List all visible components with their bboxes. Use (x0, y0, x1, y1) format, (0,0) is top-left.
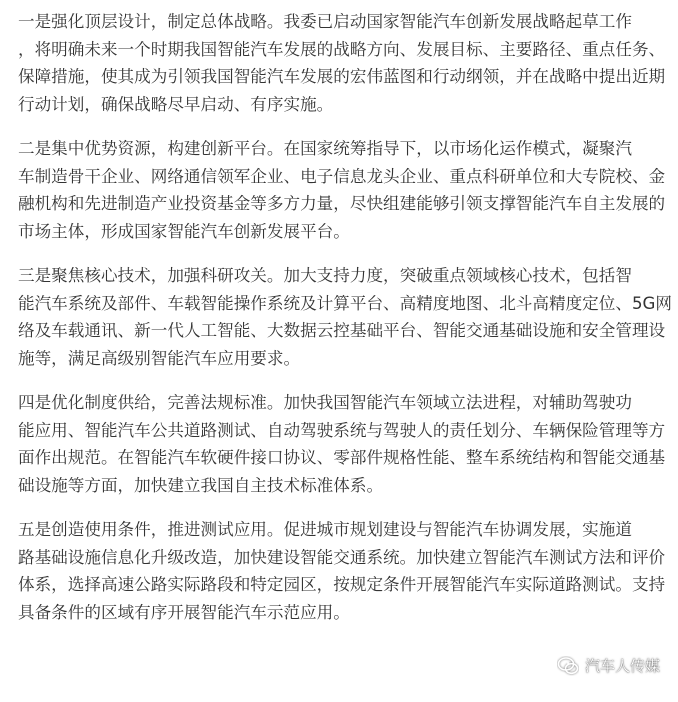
paragraph-line: 保障措施，使其成为引领我国智能汽车发展的宏伟蓝图和行动纲领，并在战略中提出近期 (18, 67, 666, 86)
watermark (557, 655, 660, 676)
paragraph-line: 行动计划，确保战略尽早启动、有序实施。 (18, 94, 334, 114)
wechat-official-account-icon (557, 656, 579, 676)
paragraph-line: 络及车载通讯、新一代人工智能、大数据云控基础平台、智能交通基础设施和安全管理设 (18, 321, 666, 340)
paragraph-top-level-design (18, 8, 666, 118)
watermark-text: 汽车人传媒 (584, 657, 660, 675)
paragraph-line: 能汽车系统及部件、车载智能操作系统及计算平台、高精度地图、北斗高精度定位、5G网 (18, 293, 672, 313)
paragraph-line: 面作出规范。在智能汽车软硬件接口协议、零部件规格性能、整车系统结构和智能交通基 (18, 448, 666, 467)
paragraph-line: 市场主体，形成国家智能汽车创新发展平台。 (18, 221, 350, 241)
paragraph-testing-application (18, 516, 666, 626)
paragraph-line: 融机构和先进制造产业投资基金等多方力量，尽快组建能够引领支撑智能汽车自主发展的 (18, 194, 666, 213)
paragraph-line: 二是集中优势资源，构建创新平台。在国家统筹指导下，以市场化运作模式，凝聚汽 (18, 139, 632, 158)
paragraph-line: 五是创造使用条件，推进测试应用。促进城市规划建设与智能汽车协调发展，实施道 (18, 520, 632, 539)
paragraph-line: 路基础设施信息化升级改造，加快建设智能交通系统。加快建立智能汽车测试方法和评价 (18, 547, 666, 567)
paragraph-line: 础设施等方面，加快建立我国自主技术标准体系。 (18, 475, 384, 495)
paragraph-core-technology (18, 262, 672, 372)
paragraph-line: 三是聚焦核心技术，加强科研攻关。加大支持力度，突破重点领域核心技术，包括智 (18, 266, 632, 285)
paragraph-line: 具备条件的区域有序开展智能汽车示范应用。 (18, 602, 350, 622)
paragraph-line: 四是优化制度供给，完善法规标准。加快我国智能汽车领域立法进程，对辅助驾驶功 (18, 393, 632, 412)
paragraph-innovation-platform (18, 135, 666, 245)
paragraph-line: 体系，选择高速公路实际路段和特定园区，按规定条件开展智能汽车实际道路测试。支持 (18, 575, 666, 594)
article-body (18, 8, 672, 643)
paragraph-line: 车制造骨干企业、网络通信领军企业、电子信息龙头企业、重点科研单位和大专院校、金 (18, 166, 666, 186)
paragraph-line: ，将明确未来一个时期我国智能汽车发展的战略方向、发展目标、主要路径、重点任务、 (18, 39, 666, 59)
paragraph-regulations-standards (18, 389, 666, 499)
paragraph-line: 施等，满足高级别智能汽车应用要求。 (18, 348, 301, 368)
paragraph-line: 能应用、智能汽车公共道路测试、自动驾驶系统与驾驶人的责任划分、车辆保险管理等方 (18, 420, 666, 440)
paragraph-line: 一是强化顶层设计，制定总体战略。我委已启动国家智能汽车创新发展战略起草工作 (18, 12, 632, 31)
